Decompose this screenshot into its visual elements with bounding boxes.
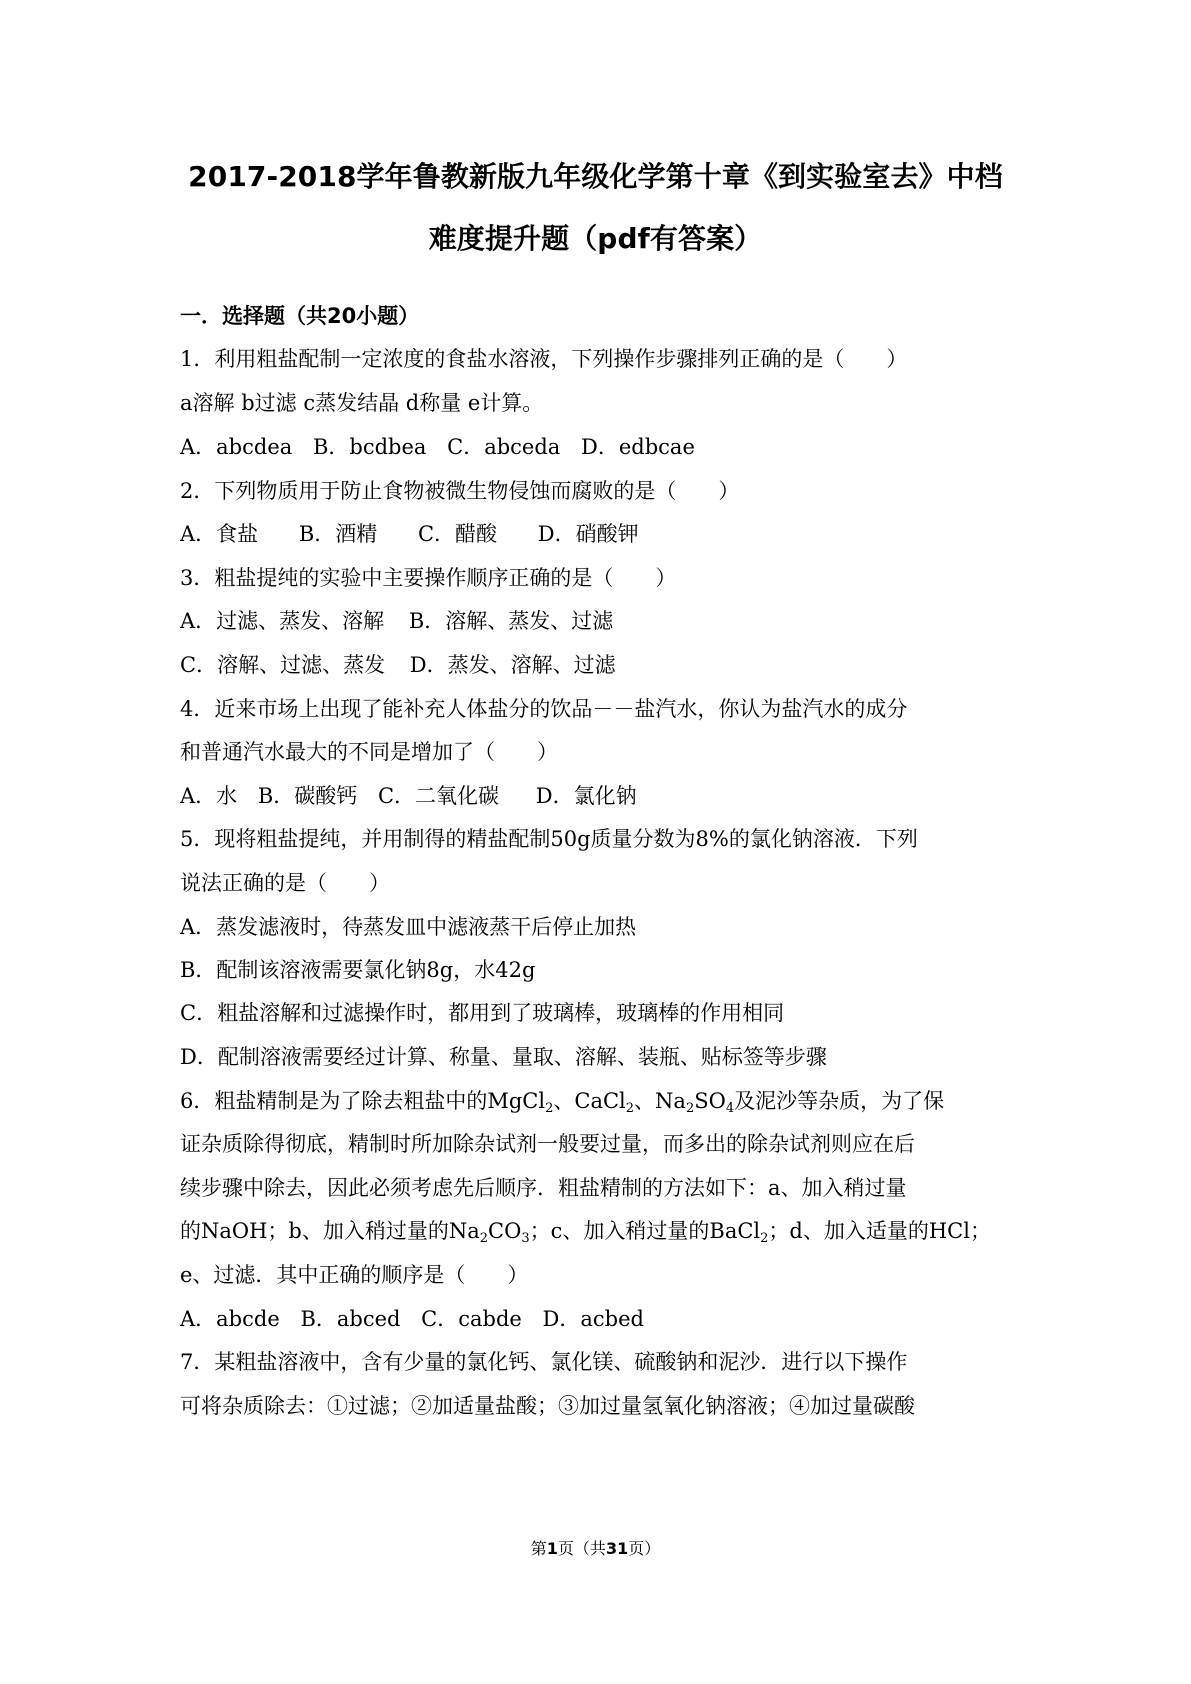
question-5-option-d: D．配制溶液需要经过计算、称量、量取、溶解、装瓶、贴标签等步骤 [180, 1045, 827, 1069]
q6-text-i: ；d、加入适量的HCl； [768, 1219, 991, 1243]
q6-text-d: SO [694, 1089, 726, 1113]
option-c: C．醋酸 [417, 522, 498, 546]
q6-text-g: CO [488, 1219, 522, 1243]
q6-text-h: ；c、加入稍过量的BaCl [529, 1219, 761, 1243]
subscript-3: 3 [521, 1231, 530, 1246]
document-title-line-2: 难度提升题（pdf有答案） [428, 222, 763, 255]
option-a: A．abcdea [180, 435, 293, 459]
question-3-options-cd [180, 650, 1020, 680]
q6-text-c: 、Na [634, 1089, 686, 1113]
subscript-2: 2 [545, 1101, 554, 1116]
page-footer [0, 1538, 1191, 1560]
question-2-stem: 2．下列物质用于防止食物被微生物侵蚀而腐败的是（ ） [180, 479, 740, 503]
question-5-stem-line-1: 5．现将粗盐提纯，并用制得的精盐配制50g质量分数为8%的氯化钠溶液．下列 [180, 827, 918, 851]
subscript-2: 2 [625, 1101, 635, 1116]
q6-text-a: 6．粗盐精制是为了除去粗盐中的MgCl [180, 1089, 546, 1113]
option-b: B．碳酸钙 [257, 784, 358, 808]
question-4-options [180, 781, 1020, 811]
question-7-stem-line-1: 7．某粗盐溶液中，含有少量的氯化钙、氯化镁、硫酸钠和泥沙．进行以下操作 [180, 1350, 908, 1374]
question-3-options-ab [180, 606, 1020, 636]
subscript-2: 2 [760, 1231, 769, 1246]
question-6-options [180, 1304, 1020, 1334]
footer-suffix: 页） [628, 1539, 661, 1558]
footer-page-number: 1 [546, 1539, 558, 1558]
question-5-option-b: B．配制该溶液需要氯化钠8g，水42g [180, 958, 536, 982]
option-a: A．abcde [180, 1307, 280, 1331]
question-1-options [180, 432, 1020, 462]
question-4-stem-line-2: 和普通汽水最大的不同是增加了（ ） [180, 740, 558, 764]
subscript-2: 2 [685, 1101, 695, 1116]
question-6-stem-line-1 [180, 1086, 1020, 1116]
option-c: C．二氧化碳 [377, 784, 500, 808]
question-6-stem-line-4 [180, 1216, 1020, 1246]
subscript-4: 4 [725, 1101, 735, 1116]
footer-total-pages: 31 [605, 1539, 629, 1558]
question-6-stem-line-2: 证杂质除得彻底，精制时所加除杂试剂一般要过量，而多出的除杂试剂则应在后 [180, 1132, 915, 1156]
subscript-2: 2 [479, 1231, 489, 1246]
question-1-stem: 1．利用粗盐配制一定浓度的食盐水溶液，下列操作步骤排列正确的是（ ） [180, 347, 908, 371]
q6-text-e: 及泥沙等杂质，为了保 [734, 1089, 945, 1113]
question-6-stem-line-3: 续步骤中除去，因此必须考虑先后顺序．粗盐精制的方法如下：a、加入稍过量 [180, 1176, 907, 1200]
option-a: A．食盐 [180, 522, 259, 546]
question-3-stem: 3．粗盐提纯的实验中主要操作顺序正确的是（ ） [180, 566, 677, 590]
section-heading: 一．选择题（共20小题） [180, 304, 420, 328]
option-b: B．abced [300, 1307, 401, 1331]
footer-middle: 页（共 [557, 1539, 606, 1558]
option-c: C．溶解、过滤、蒸发 [180, 653, 386, 677]
option-a: A．水 [180, 784, 238, 808]
option-d: D．edbcae [581, 435, 695, 459]
option-d: D．蒸发、溶解、过滤 [409, 653, 616, 677]
question-6-stem-line-5: e、过滤．其中正确的顺序是（ ） [180, 1263, 529, 1287]
question-1-steps: a溶解 b过滤 c蒸发结晶 d称量 e计算。 [180, 391, 544, 415]
option-b: B．溶解、蒸发、过滤 [408, 609, 614, 633]
question-2-options [180, 519, 1020, 549]
option-c: C．cabde [421, 1307, 522, 1331]
option-b: B．酒精 [298, 522, 378, 546]
option-d: D．氯化钠 [535, 784, 637, 808]
question-7-stem-line-2: 可将杂质除去：①过滤；②加适量盐酸；③加过量氢氧化钠溶液；④加过量碳酸 [180, 1394, 915, 1418]
option-a: A．过滤、蒸发、溶解 [180, 609, 385, 633]
q6-text-b: 、CaCl [553, 1089, 626, 1113]
question-5-option-c: C．粗盐溶解和过滤操作时，都用到了玻璃棒，玻璃棒的作用相同 [180, 1001, 785, 1025]
question-4-stem-line-1: 4．近来市场上出现了能补充人体盐分的饮品－－盐汽水，你认为盐汽水的成分 [180, 697, 908, 721]
option-d: D．acbed [542, 1307, 644, 1331]
option-c: C．abceda [447, 435, 561, 459]
document-title-line-1: 2017-2018学年鲁教新版九年级化学第十章《到实验室去》中档 [188, 160, 1003, 193]
q6-text-f: 的NaOH；b、加入稍过量的Na [180, 1219, 480, 1243]
question-5-option-a: A．蒸发滤液时，待蒸发皿中滤液蒸干后停止加热 [180, 915, 637, 939]
option-d: D．硝酸钾 [537, 522, 639, 546]
option-b: B．bcdbea [312, 435, 427, 459]
footer-prefix: 第 [530, 1539, 547, 1558]
question-5-stem-line-2: 说法正确的是（ ） [180, 871, 390, 895]
